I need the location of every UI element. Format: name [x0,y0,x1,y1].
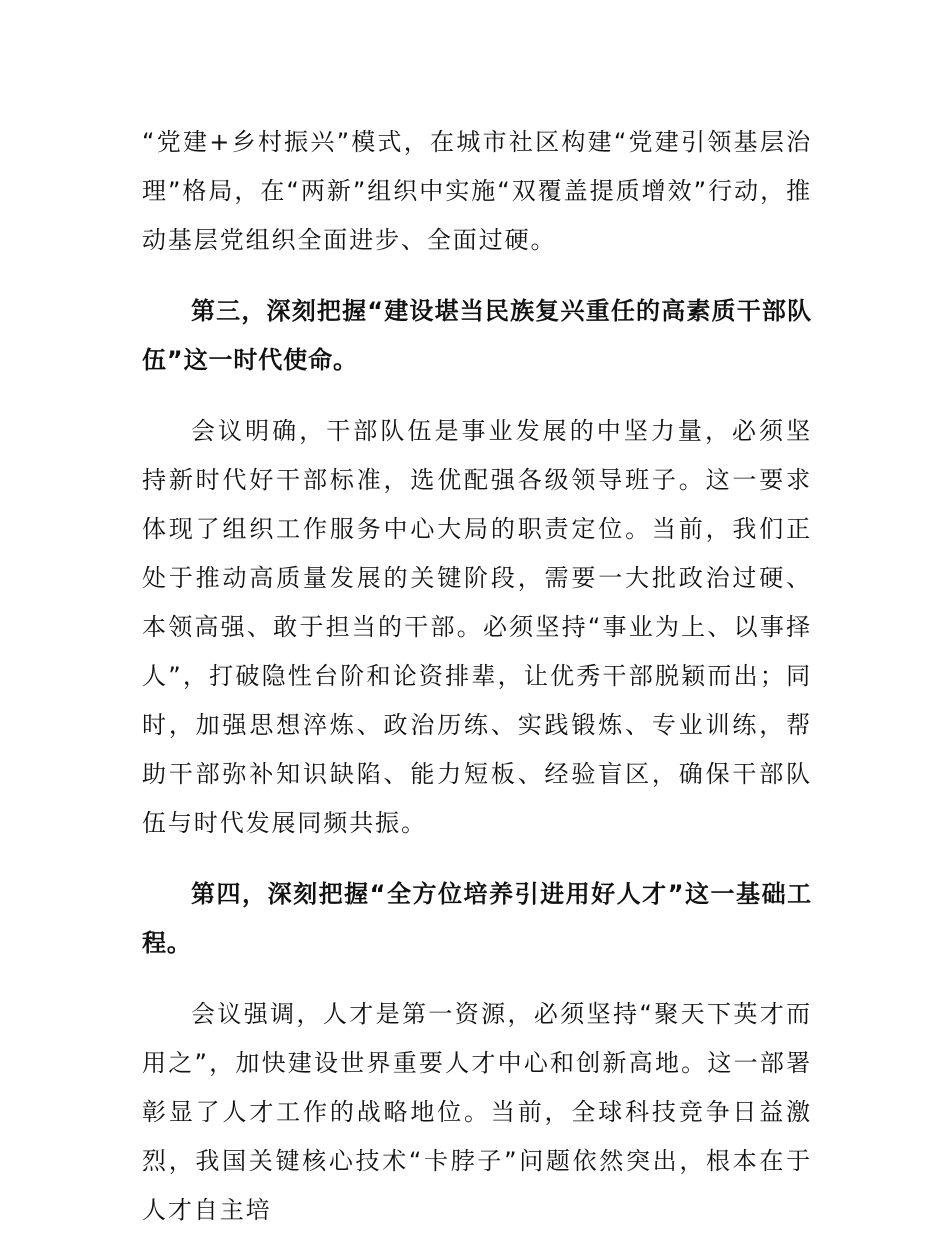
section-heading-4: 第四，深刻把握“全方位培养引进用好人才”这一基础工程。 [142,880,812,957]
document-page [142,118,812,1235]
body-paragraph-2: 会议明确，干部队伍是事业发展的中坚力量，必须坚持新时代好干部标准，选优配强各级领导班子。这一要求体现了组织工作服务中心大局的职责定位。当前，我们正处于推动高质量发展的关键阶段，需要一大批政治过硬、本领高强、敢于担当的干部。必须坚持“事业为上、以事择人”，打破隐性台阶和论资排辈，让优秀干部脱颖而出；同时，加强思想淬炼、政治历练、实践锻炼、专业训练，帮助干部弥补知识缺陷、能力短板、经验盲区，确保干部队伍与时代发展同频共振。 [142,417,812,837]
body-paragraph-3: 会议强调，人才是第一资源，必须坚持“聚天下英才而用之”，加快建设世界重要人才中心和创新高地。这一部署彰显了人才工作的战略地位。当前，全球科技竞争日益激烈，我国关键核心技术“卡脖子”问题依然突出，根本在于人才自主培 [142,1000,812,1224]
section-heading-3: 第三，深刻把握“建设堪当民族复兴重任的高素质干部队伍”这一时代使命。 [142,297,812,374]
body-paragraph-1: “党建+乡村振兴”模式，在城市社区构建“党建引领基层治理”格局，在“两新”组织中实施“双覆盖提质增效”行动，推动基层党组织全面进步、全面过硬。 [142,128,812,254]
